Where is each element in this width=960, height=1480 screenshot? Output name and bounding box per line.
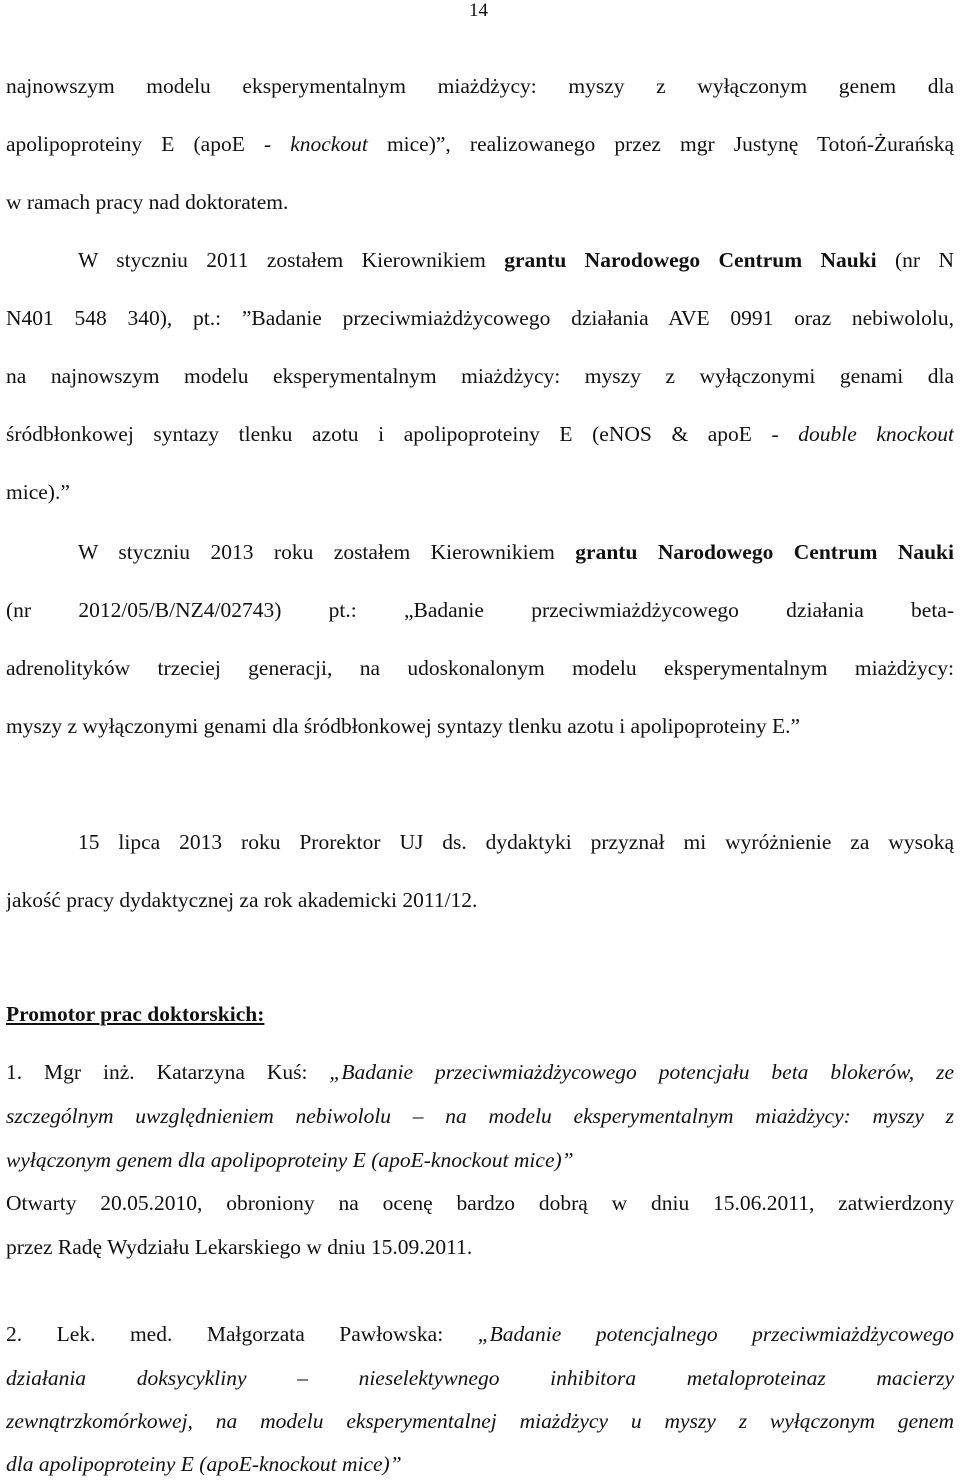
text-line: śródbłonkowej syntazy tlenku azotu i apolipoproteiny E (eNOS & apoE - double knockout xyxy=(6,422,954,446)
text-line: N401 548 340), pt.: ”Badanie przeciwmiażdżycowego działania AVE 0991 oraz nebiwololu, xyxy=(6,306,954,330)
text-line: zewnątrzkomórkowej, na modelu eksperymentalnej miażdżycy u myszy z wyłączonym genem xyxy=(6,1409,954,1433)
text-line: wyłączonym genem dla apolipoproteiny E (apoE-knockout mice)” xyxy=(6,1148,574,1172)
text-line: jakość pracy dydaktycznej za rok akademicki 2011/12. xyxy=(6,888,478,912)
text-line: w ramach pracy nad doktoratem. xyxy=(6,190,289,214)
text-line: (nr 2012/05/B/NZ4/02743) pt.: „Badanie przeciwmiażdżycowego działania beta- xyxy=(6,598,954,622)
text-line: na najnowszym modelu eksperymentalnym miażdżycy: myszy z wyłączonymi genami dla xyxy=(6,364,954,388)
text-line: mice).” xyxy=(6,480,70,504)
text-line: najnowszym modelu eksperymentalnym miażdżycy: myszy z wyłączonym genem dla xyxy=(6,74,954,98)
text-line: Otwarty 20.05.2010, obroniony na ocenę bardzo dobrą w dniu 15.06.2011, zatwierdzony xyxy=(6,1191,954,1215)
section-heading: Promotor prac doktorskich: xyxy=(6,1002,265,1026)
text-line: działania doksycykliny – nieselektywnego inhibitora metaloproteinaz macierzy xyxy=(6,1366,954,1390)
text-line: myszy z wyłączonymi genami dla śródbłonkowej syntazy tlenku azotu i apolipoproteiny E.” xyxy=(6,714,801,738)
text-line: 1. Mgr inż. Katarzyna Kuś: „Badanie przeciwmiażdżycowego potencjału beta blokerów, ze xyxy=(6,1060,954,1084)
text-line: adrenolityków trzeciej generacji, na udoskonalonym modelu eksperymentalnym miażdżycy: xyxy=(6,656,954,680)
text-line: W styczniu 2013 roku zostałem Kierownikiem grantu Narodowego Centrum Nauki xyxy=(78,540,954,564)
text-line: apolipoproteiny E (apoE - knockout mice)”, realizowanego przez mgr Justynę Totoń-Żurańską xyxy=(6,132,954,156)
text-line: dla apolipoproteiny E (apoE-knockout mice)” xyxy=(6,1452,402,1476)
text-line: W styczniu 2011 zostałem Kierownikiem grantu Narodowego Centrum Nauki (nr N xyxy=(78,248,954,272)
text-line: 15 lipca 2013 roku Prorektor UJ ds. dydaktyki przyznał mi wyróżnienie za wysoką xyxy=(78,830,954,854)
page-number: 14 xyxy=(469,0,488,21)
text-line: przez Radę Wydziału Lekarskiego w dniu 15.09.2011. xyxy=(6,1235,473,1259)
text-line: 2. Lek. med. Małgorzata Pawłowska: „Badanie potencjalnego przeciwmiażdżycowego xyxy=(6,1322,954,1346)
text-line: szczególnym uwzględnieniem nebiwololu – na modelu eksperymentalnym miażdżycy: myszy z xyxy=(6,1104,954,1128)
